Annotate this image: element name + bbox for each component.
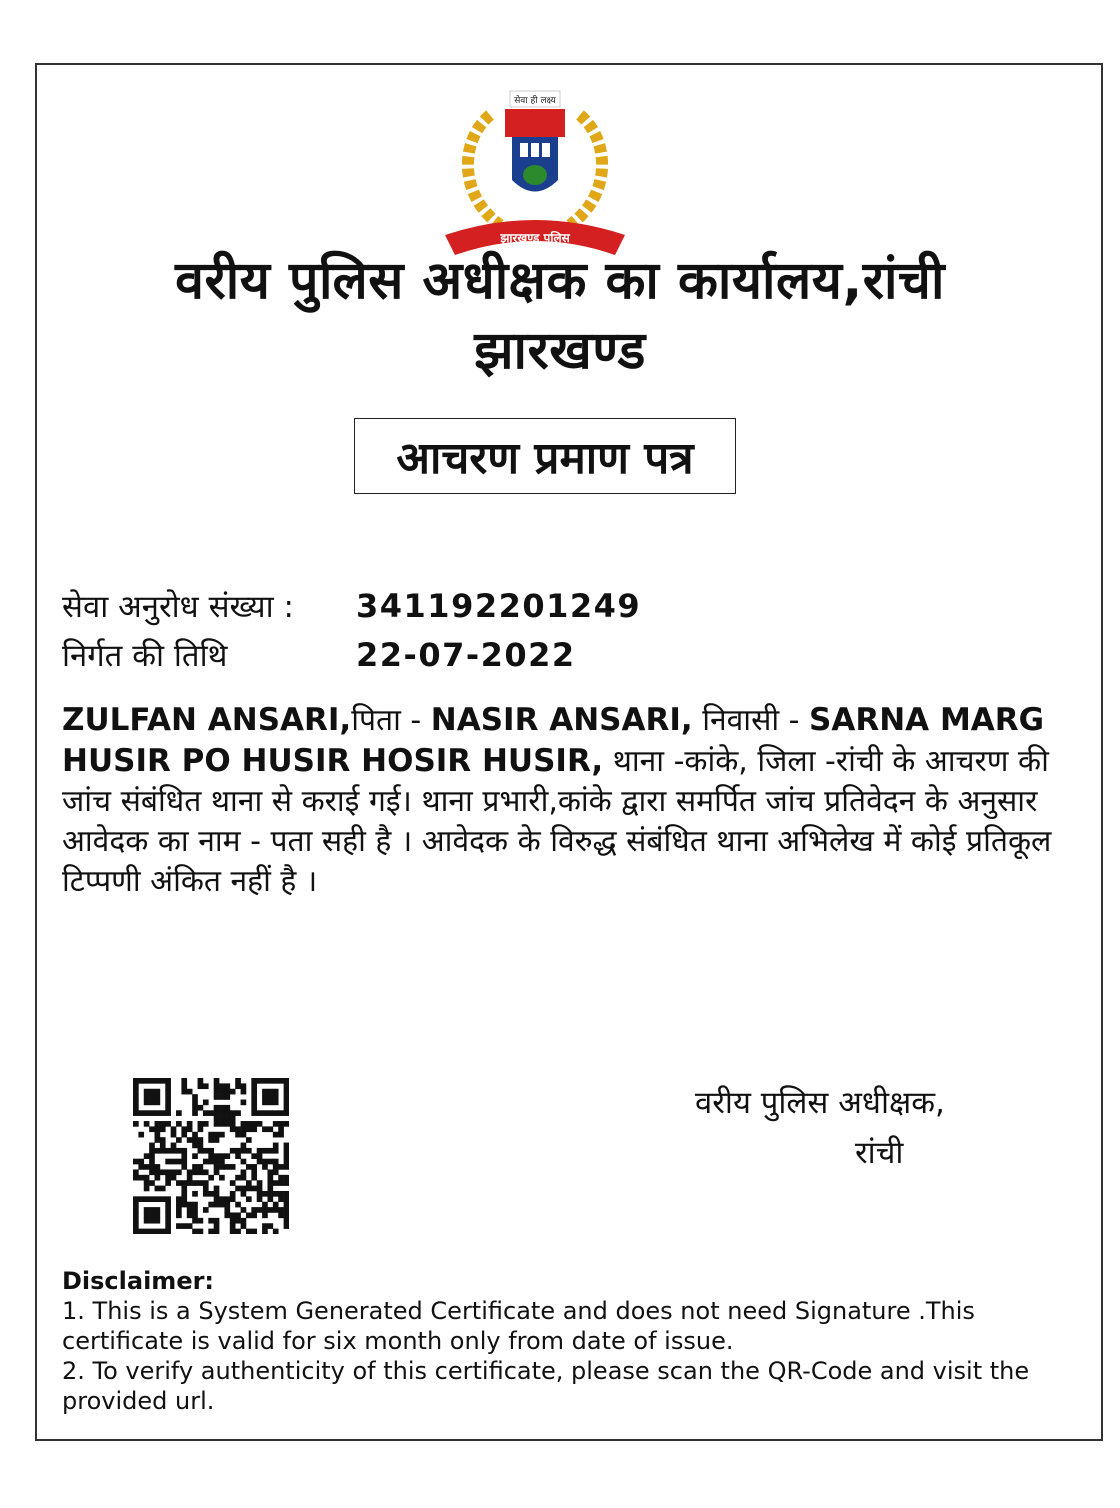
office-title-line1: वरीय पुलिस अधीक्षक का कार्यालय,रांची [175, 251, 945, 311]
signatory-location: रांची [855, 1135, 904, 1171]
disclaimer-item-2: 2. To verify authenticity of this certificate, please scan the QR-Code and visit the provided url. [62, 1357, 1030, 1415]
service-request-label: सेवा अनुरोध संख्या : [62, 589, 294, 625]
father-label: पिता - [351, 703, 431, 738]
emblem-motto: सेवा ही लक्ष्य [514, 96, 556, 106]
office-title-line2: झारखण्ड [474, 321, 646, 381]
disclaimer-heading: Disclaimer: [62, 1267, 215, 1295]
service-request-number: 341192201249 [356, 587, 642, 625]
signatory-title: वरीय पुलिस अधीक्षक, [695, 1085, 945, 1121]
certificate-body [62, 700, 1082, 902]
verification-statement: थाना -कांके, जिला -रांची के आचरण की जांच संबंधित थाना से कराई गई। थाना प्रभारी,कांके द्वारा समर्पित जांच प्रतिवेदन के अनुसार आवेदक का नाम - पता सही है । आवेदक के विरुद्ध संबंधित थाना अभिलेख में कोई प्रतिकूल टिप्पणी अंकित नहीं है । [62, 744, 1052, 899]
office-title [60, 246, 1060, 386]
jharkhand-police-emblem [430, 85, 640, 265]
father-name: NASIR ANSARI, [430, 702, 693, 738]
resident-label: निवासी - [692, 703, 810, 738]
issue-date-value: 22-07-2022 [356, 636, 576, 674]
issue-date-row [62, 631, 962, 680]
disclaimer [62, 1266, 1082, 1416]
certificate-meta [62, 582, 962, 680]
signatory [695, 1078, 1035, 1178]
qr-code [133, 1078, 289, 1234]
service-request-row [62, 582, 962, 631]
issue-date-label: निर्गत की तिथि [62, 638, 228, 674]
certificate-title: आचरण प्रमाण पत्र [354, 418, 736, 494]
applicant-address: SARNA MARG HUSIR PO HUSIR HOSIR HUSIR, [62, 702, 1045, 779]
disclaimer-item-1: 1. This is a System Generated Certificate and does not need Signature .This certificate is valid for six month only from date of issue. [62, 1297, 975, 1355]
emblem-ribbon-text: झारखण्ड पुलिस [500, 231, 570, 245]
applicant-name: ZULFAN ANSARI, [62, 702, 352, 738]
